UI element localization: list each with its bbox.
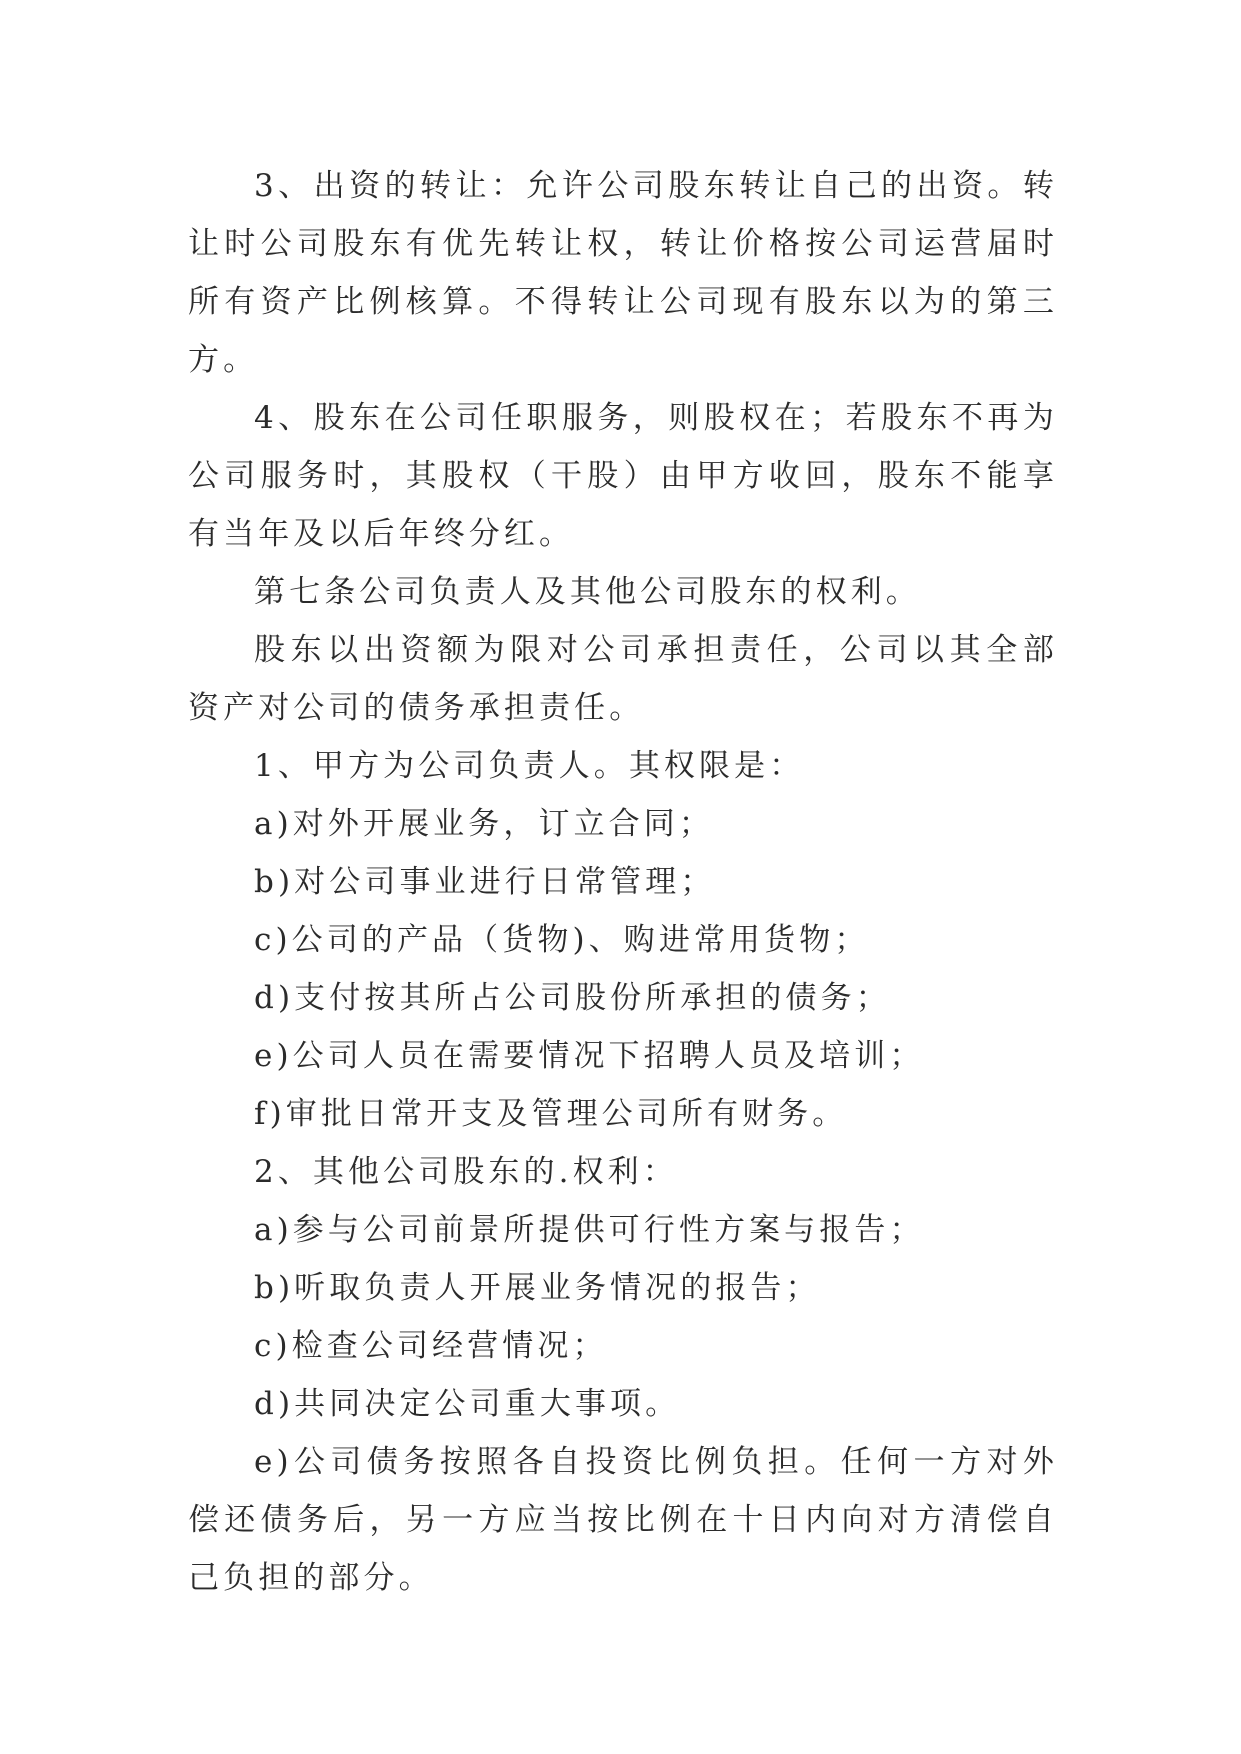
paragraph-other-shareholder-rights: 2、其他公司股东的.权利： <box>254 1154 678 1190</box>
paragraph-capital-transfer: 3、出资的转让：允许公司股东转让自己的出资。转让时公司股东有优先转让权，转让价格按公司运营届时所有资产比例核算。不得转让公司现有股东以为的第三方。 <box>188 168 1058 378</box>
list-item: c)公司的产品（货物)、购进常用货物； <box>254 922 870 958</box>
document-body <box>188 157 1058 1607</box>
list-item: d)支付按其所占公司股份所承担的债务； <box>254 980 891 1016</box>
list-item: c)检查公司经营情况； <box>254 1328 608 1364</box>
article-seven-heading: 第七条公司负责人及其他公司股东的权利。 <box>254 574 921 610</box>
list-item: b)对公司事业进行日常管理； <box>254 864 716 900</box>
list-item: e)公司债务按照各自投资比例负担。任何一方对外偿还债务后，另一方应当按比例在十日内向对方清偿自己负担的部分。 <box>188 1444 1058 1596</box>
paragraph-shareholder-service: 4、股东在公司任职服务，则股权在；若股东不再为公司服务时，其股权（干股）由甲方收回，股东不能享有当年及以后年终分红。 <box>188 400 1058 552</box>
paragraph-party-a-authority: 1、甲方为公司负责人。其权限是： <box>254 748 805 784</box>
paragraph-liability: 股东以出资额为限对公司承担责任，公司以其全部资产对公司的债务承担责任。 <box>188 632 1058 726</box>
list-item: a)参与公司前景所提供可行性方案与报告； <box>254 1212 925 1248</box>
list-item: f)审批日常开支及管理公司所有财务。 <box>254 1096 848 1132</box>
list-item: e)公司人员在需要情况下招聘人员及培训； <box>254 1038 925 1074</box>
list-item: d)共同决定公司重大事项。 <box>254 1386 681 1422</box>
list-item: b)听取负责人开展业务情况的报告； <box>254 1270 821 1306</box>
list-item: a)对外开展业务，订立合同； <box>254 806 714 842</box>
